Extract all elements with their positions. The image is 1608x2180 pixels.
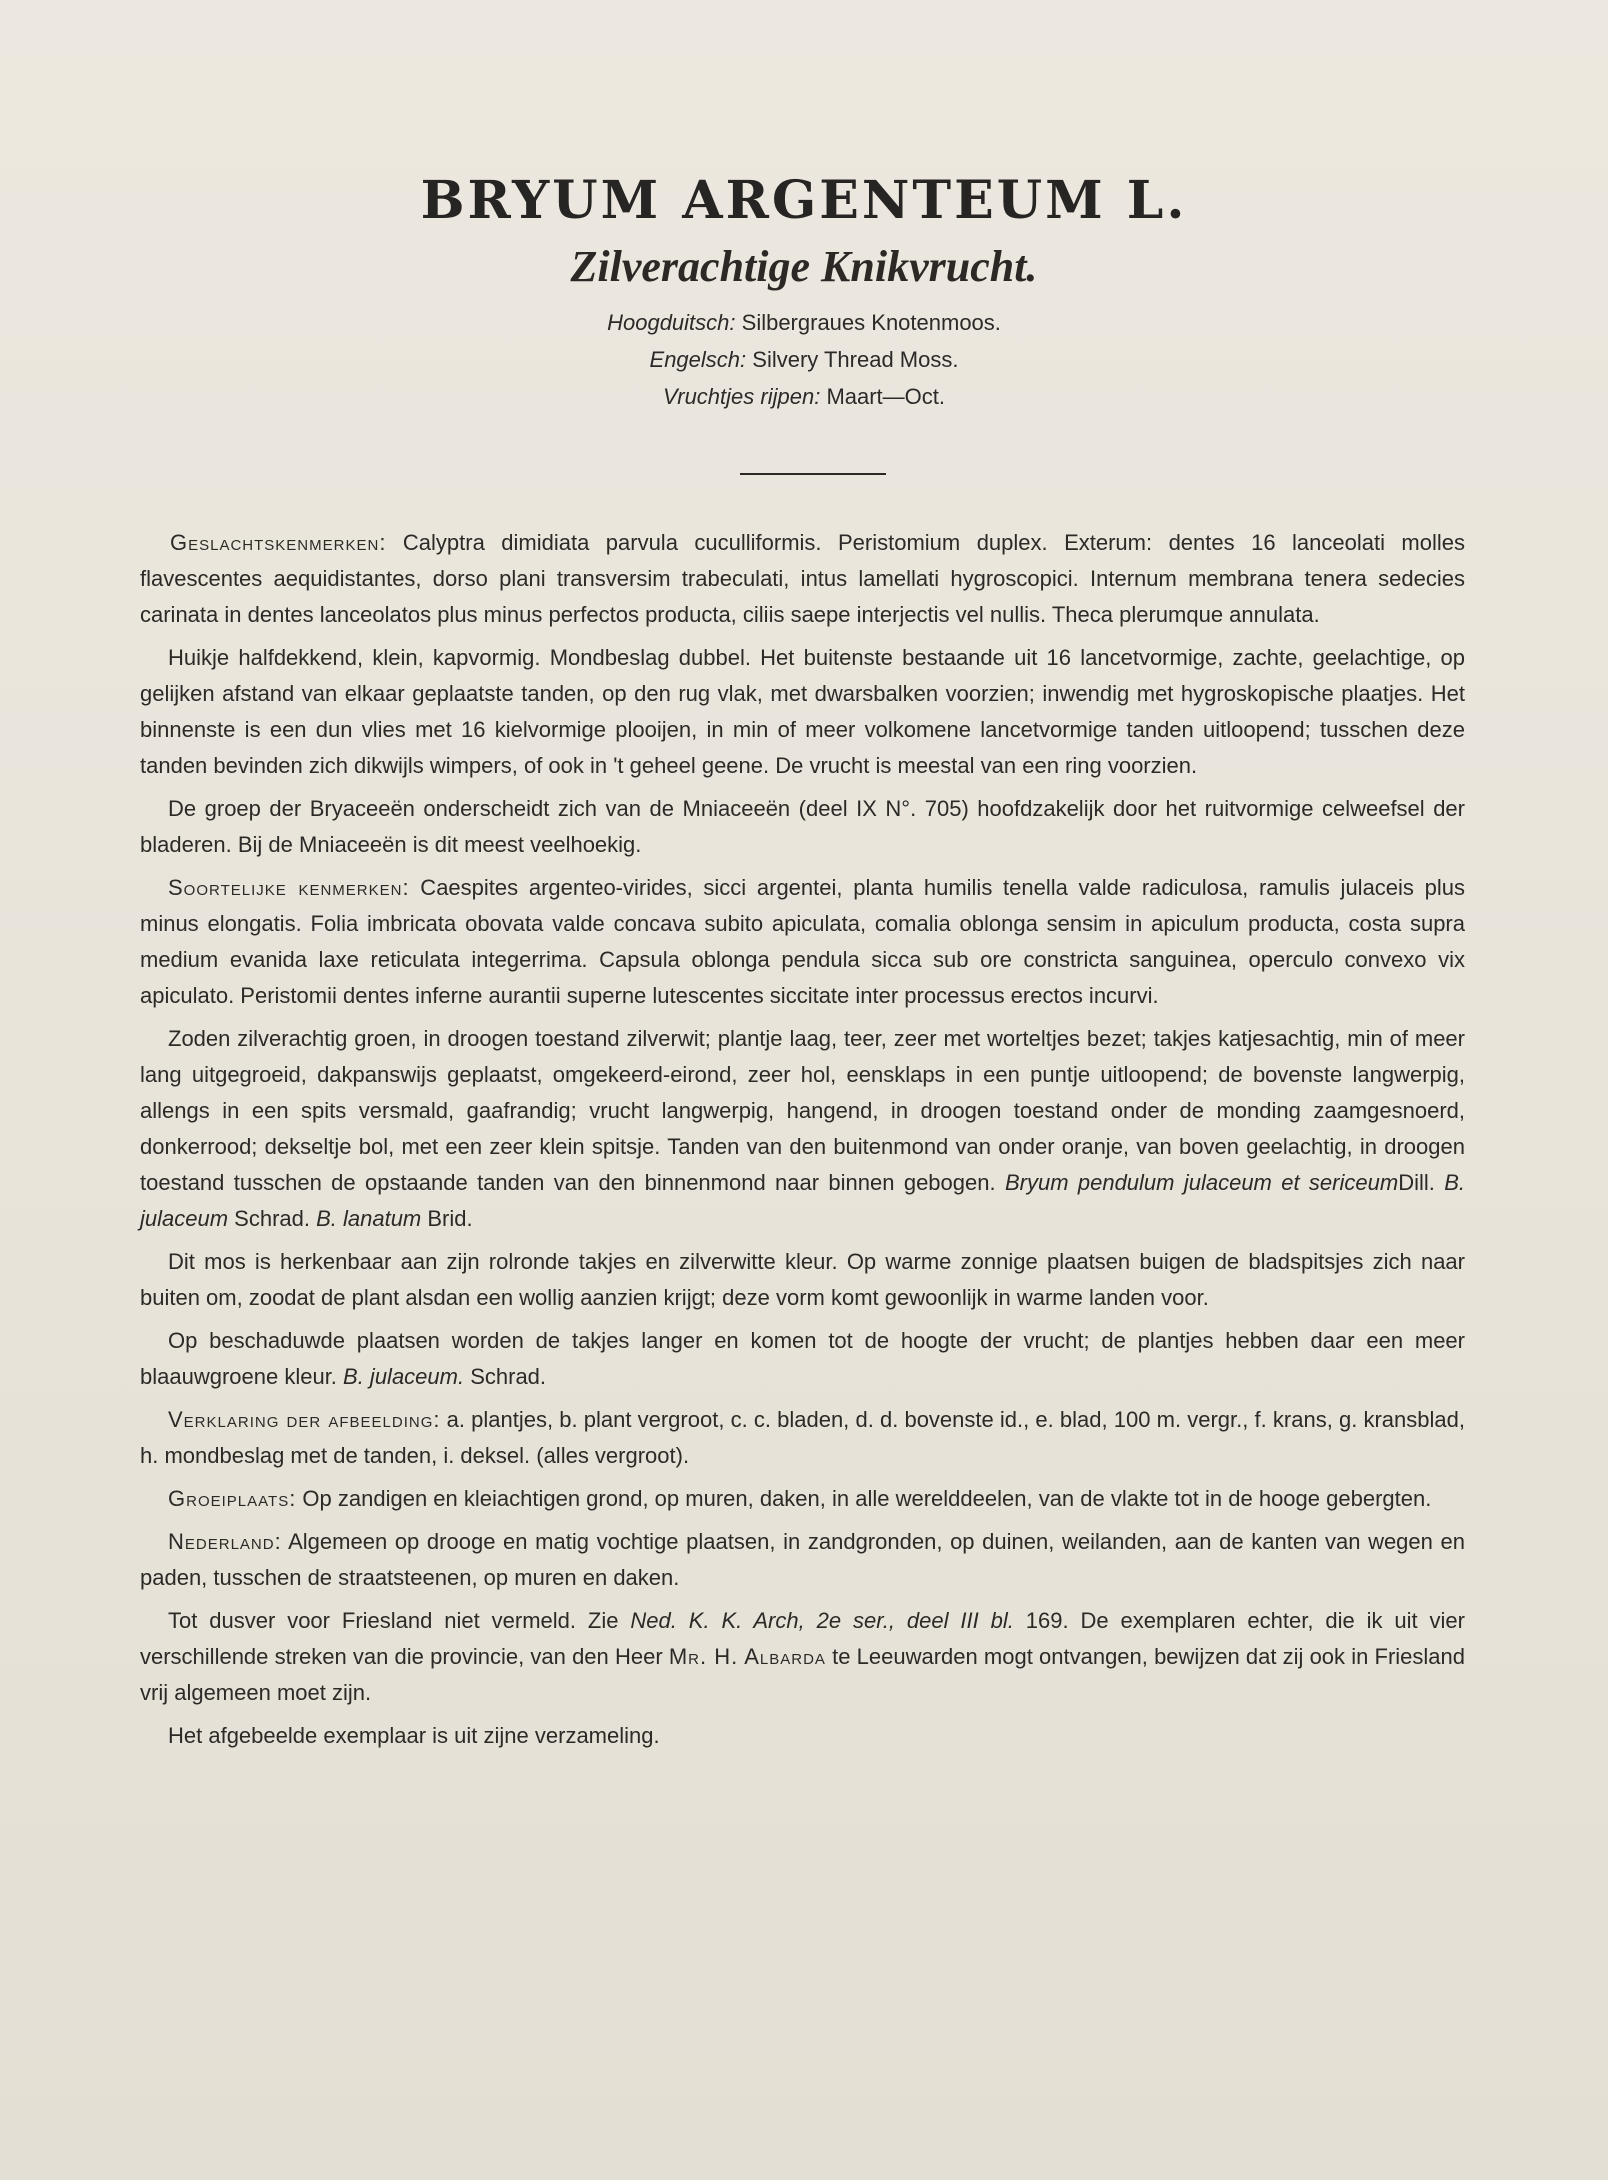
section-label: Nederland: xyxy=(168,1529,282,1554)
synonym: B. julaceum xyxy=(140,1170,1465,1231)
section-label: Soortelijke kenmerken: xyxy=(168,875,410,900)
paragraph-friesland xyxy=(140,1603,1465,1711)
paragraph-group: De groep der Bryaceeën onderscheidt zich van de Mniaceeën (deel IX N°. 705) hoofdzakelijk door het ruitvormige celweefsel der bladeren. Bij de Mniaceeën is dit meest veelhoekig. xyxy=(140,796,1465,857)
paragraph-text: Algemeen op drooge en matig vochtige plaatsen, in zandgronden, op duinen, weilanden, aan de kanten van wegen en paden, tusschen de straatsteenen, op muren en daken. xyxy=(140,1529,1465,1590)
synonym-author: Dill. xyxy=(1398,1170,1445,1195)
name-label: Vruchtjes rijpen: xyxy=(662,384,821,409)
paragraph-genus-dutch: Huikje halfdekkend, klein, kapvormig. Mondbeslag dubbel. Het buitenste bestaande uit 16 lancetvormige, zachte, geelachtige, op gelijken afstand van elkaar geplaatste tanden, op den rug vlak, met dwarsbalken voorzien; inwendig met hygroskopische plaatjes. Het binnenste is een dun vlies met 16 kielvormige plooijen, in min of meer volkomene lancetvormige tanden uitloopend; tusschen deze tanden bevinden zich dikwijls wimpers, of ook in 't geheel geene. De vrucht is meestal van een ring voorzien. xyxy=(140,645,1465,778)
header xyxy=(0,170,1608,415)
synonym-author: Brid. xyxy=(421,1206,473,1231)
paragraph-shade-form xyxy=(140,1323,1465,1395)
paragraph-species-dutch xyxy=(140,1021,1465,1237)
name-value: Maart—Oct. xyxy=(826,384,946,409)
name-label: Engelsch: xyxy=(649,347,747,372)
name-value: Silvery Thread Moss. xyxy=(752,347,959,372)
divider xyxy=(740,473,886,475)
common-names xyxy=(0,304,1608,415)
name-german xyxy=(0,304,1608,341)
paragraph-text: a. plantjes, b. plant vergroot, c. c. bladen, d. d. bovenste id., e. blad, 100 m. vergr., f. krans, g. kransblad, h. mondbeslag met de tanden, i. deksel. (alles vergroot). xyxy=(140,1407,1465,1468)
synonym-author: Schrad. xyxy=(228,1206,317,1231)
paragraph-text: Zoden zilverachtig groen, in droogen toestand zilverwit; plantje laag, teer, zeer met worteltjes bezet; takjes katjesachtig, min of meer lang uitgegroeid, dakpanswijs geplaatst, omgekeerd-eirond, zeer hol, eensklaps in een puntje uitloopend; de bovenste langwerpig, allengs in een spits versmald, gaafrandig; vrucht langwerpig, hangend, in droogen toestand onder de monding zaamgesnoerd, donkerrood; dekseltje bol, met een zeer klein spitsje. Tanden van den buitenmond van onder oranje, van boven geelachtig, in droogen toestand tusschen de opstaande tanden van den binnenmond naar binnen gebogen. xyxy=(140,1026,1465,1195)
paragraph-text: te Leeuwarden mogt ontvangen, bewijzen dat zij ook in Friesland vrij algemeen moet zijn. xyxy=(140,1644,1466,1705)
reference: Ned. K. K. Arch, 2e ser., deel III bl. xyxy=(630,1608,1014,1633)
synonym: Bryum pendulum julaceum et sericeum xyxy=(1004,1170,1399,1195)
paragraph-text: Op beschaduwde plaatsen worden de takjes langer en komen tot de hoogte der vrucht; de plantjes hebben daar een meer blaauwgroene kleur. xyxy=(140,1328,1465,1389)
name-ripening xyxy=(0,378,1608,415)
section-label: Groeiplaats: xyxy=(168,1486,297,1511)
person-name: Mr. H. Albarda xyxy=(668,1644,826,1669)
name-label: Hoogduitsch: xyxy=(607,310,736,335)
paragraph-text: Calyptra dimidiata parvula cuculliformis. Peristomium duplex. Exterum: dentes 16 lanceolati molles flavescentes aequidistantes, dorso plani transversim trabeculati, intus lamellati hygroscopici. Internum membrana tenera sedecies carinata in dentes lanceolatos plus minus perfectos producta, ciliis saepe interjectis vel nullis. Theca plerumque annulata. xyxy=(140,530,1465,627)
page-title: BRYUM ARGENTEUM L. xyxy=(420,170,1188,231)
body-text xyxy=(140,525,1465,1761)
paragraph-genus-latin xyxy=(140,525,1465,633)
paragraph-text: Caespites argenteo-virides, sicci argentei, planta humilis tenella valde radiculosa, ramulis julaceis plus minus elongatis. Folia imbricata obovata valde concava subito apiculata, comalia oblonga sensim in apiculum producta, costa supra medium evanida laxe reticulata integerrima. Capsula oblonga pendula sicca sub ore constricta sanguinea, operculo convexo vix apiculato. Peristomii dentes inferne aurantii superne lutescentes siccitate inter processus erectos incurvi. xyxy=(140,875,1465,1008)
page-subtitle: Zilverachtige Knikvrucht. xyxy=(570,242,1038,291)
section-label: Geslachtskenmerken: xyxy=(170,530,387,555)
paragraph-habitat xyxy=(140,1481,1465,1517)
synonym: B. lanatum xyxy=(316,1206,422,1231)
paragraph-text: Tot dusver voor Friesland niet vermeld. Zie xyxy=(168,1608,631,1633)
paragraph-text: 169. De exemplaren echter, die ik uit vier verschillende streken van die provincie, van den Heer xyxy=(140,1608,1465,1669)
paragraph-species-latin xyxy=(140,870,1465,1014)
paragraph-recognition: Dit mos is herkenbaar aan zijn rolronde takjes en zilverwitte kleur. Op warme zonnige plaatsen buigen de bladspitsjes zich naar buiten om, zoodat de plant alsdan een wollig aanzien krijgt; deze vorm komt gewoonlijk in warme landen voor. xyxy=(140,1249,1465,1310)
paragraph-figure-legend xyxy=(140,1402,1465,1474)
paragraph-specimen: Het afgebeelde exemplaar is uit zijne verzameling. xyxy=(168,1723,660,1748)
synonym-author: Schrad. xyxy=(464,1364,547,1389)
paragraph-text: Op zandigen en kleiachtigen grond, op muren, daken, in alle werelddeelen, van de vlakte tot in de hooge gebergten. xyxy=(296,1486,1432,1511)
synonym: B. julaceum. xyxy=(343,1364,465,1389)
section-label: Verklaring der afbeelding: xyxy=(168,1407,441,1432)
name-value: Silbergraues Knotenmoos. xyxy=(741,310,1001,335)
name-english xyxy=(0,341,1608,378)
paragraph-netherlands xyxy=(140,1524,1465,1596)
